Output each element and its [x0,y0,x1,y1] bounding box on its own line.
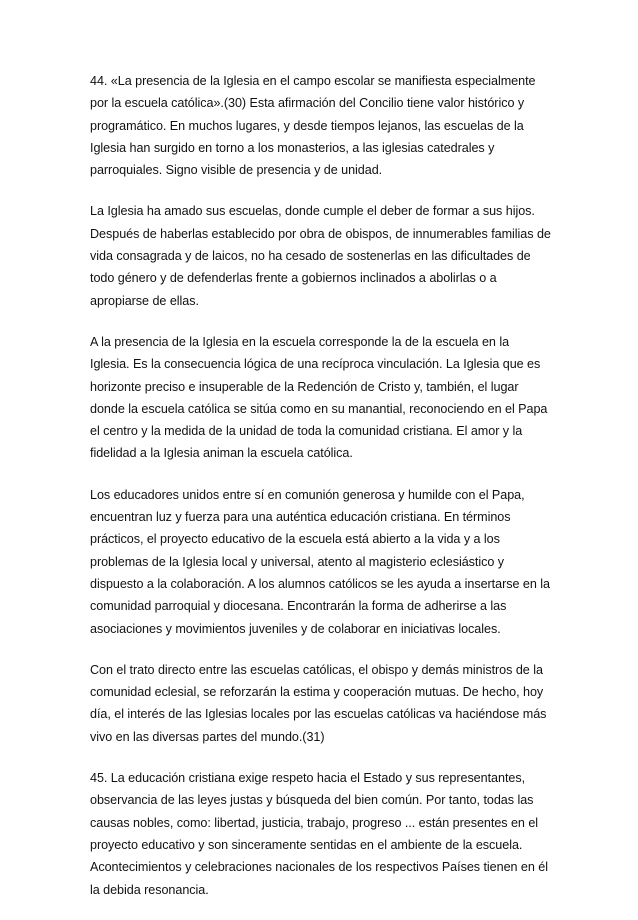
paragraph-church-schools [90,200,560,311]
text-line: vivo en las diversas partes del mundo.(31) [90,729,325,744]
text-line: dispuesto a la colaboración. A los alumnos católicos se les ayuda a insertarse en la [90,576,550,591]
text-line: todo género y de defenderlas frente a gobiernos inclinados a abolirlas o a [90,271,497,286]
text-line: vida consagrada y de laicos, no ha cesado de sostenerlas en las dificultades de [90,249,531,264]
text-line: programático. En muchos lugares, y desde tiempos lejanos, las escuelas de la [90,118,524,133]
text-line: Iglesia. Es la consecuencia lógica de una recíproca vinculación. La Iglesia que es [90,357,541,372]
text-line: observancia de las leyes justas y búsqueda del bien común. Por tanto, todas las [90,793,534,808]
text-line: apropiarse de ellas. [90,293,199,308]
text-line: prácticos, el proyecto educativo de la escuela está abierto a la vida y a los [90,532,500,547]
document-body [90,70,560,920]
text-line: Iglesia han surgido en torno a los monasterios, a las iglesias catedrales y [90,140,495,155]
text-line: A la presencia de la Iglesia en la escuela corresponde la de la escuela en la [90,334,510,349]
text-line: Los educadores unidos entre sí en comunión generosa y humilde con el Papa, [90,487,525,502]
text-line: La Iglesia ha amado sus escuelas, donde cumple el deber de formar a sus hijos. [90,204,535,219]
text-line: Con el trato directo entre las escuelas católicas, el obispo y demás ministros de la [90,662,543,677]
text-line: donde la escuela católica se sitúa como en su manantial, reconociendo en el Papa [90,401,548,416]
text-line: día, el interés de las Iglesias locales por las escuelas católicas va haciéndose más [90,707,547,722]
text-line: por la escuela católica».(30) Esta afirmación del Concilio tiene valor histórico y [90,96,525,111]
text-line: fidelidad a la Iglesia animan la escuela católica. [90,446,353,461]
paragraph-44-intro [90,70,560,181]
text-line: 44. «La presencia de la Iglesia en el campo escolar se manifiesta especialmente [90,74,536,88]
text-line: causas nobles, como: libertad, justicia, trabajo, progreso ... están presentes en el [90,815,539,830]
text-line: proyecto educativo y son sinceramente sentidas en el ambiente de la escuela. [90,837,523,852]
text-line: problemas de la Iglesia local y universal, atento al magisterio eclesiástico y [90,554,505,569]
paragraph-45-state [90,767,560,901]
text-line: comunidad eclesial, se reforzarán la estima y cooperación mutuas. De hecho, hoy [90,685,544,700]
text-line: Después de haberlas establecido por obra de obispos, de innumerables familias de [90,226,551,241]
text-line: encuentran luz y fuerza para una auténtica educación cristiana. En términos [90,510,511,525]
text-line: 45. La educación cristiana exige respeto hacia el Estado y sus representantes, [90,771,526,786]
text-line: la debida resonancia. [90,882,209,897]
text-line: el centro y la medida de la unidad de toda la comunidad cristiana. El amor y la [90,424,523,439]
text-line: comunidad parroquial y diocesana. Encontrarán la forma de adherirse a las [90,599,507,614]
text-line: asociaciones y movimientos juveniles y de colaborar en iniciativas locales. [90,621,501,636]
paragraph-educators [90,484,560,640]
text-line: horizonte preciso e insuperable de la Redención de Cristo y, también, el lugar [90,379,519,394]
paragraph-presence [90,331,560,465]
text-line: Acontecimientos y celebraciones nacionales de los respectivos Países tienen en él [90,860,548,875]
text-line: parroquiales. Signo visible de presencia y de unidad. [90,163,383,178]
paragraph-bishop [90,659,560,748]
